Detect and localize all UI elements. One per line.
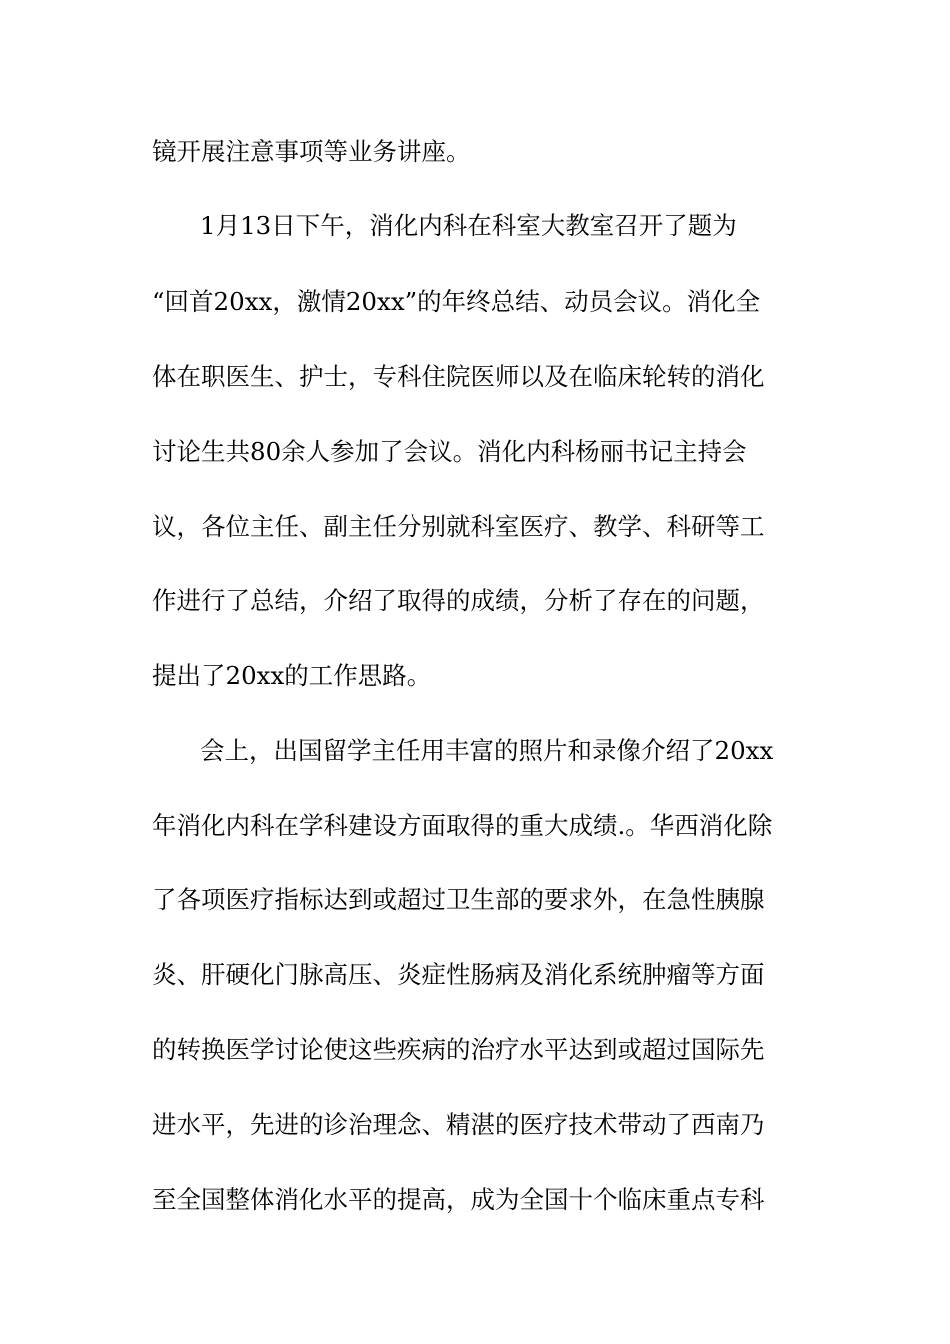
- paragraph-line: 讨论生共80余人参加了会议。消化内科杨丽书记主持会: [152, 437, 747, 466]
- paragraph-line: 镜开展注意事项等业务讲座。: [152, 137, 471, 166]
- paragraph-line: 提出了20xx的工作思路。: [152, 661, 432, 690]
- paragraph-line: 体在职医生、护士，专科住院医师以及在临床轮转的消化: [152, 362, 765, 391]
- paragraph-line: 年消化内科在学科建设方面取得的重大成绩.。华西消化除: [152, 811, 773, 840]
- paragraph-line: 1月13日下午，消化内科在科室大教室召开了题为: [200, 211, 737, 240]
- paragraph-line: 炎、肝硬化门脉高压、炎症性肠病及消化系统肿瘤等方面: [152, 960, 765, 989]
- paragraph-line: “回首20xx，激情20xx”的年终总结、动员会议。消化全: [152, 287, 761, 316]
- paragraph-line: 进水平，先进的诊治理念、精湛的医疗技术带动了西南乃: [152, 1110, 765, 1139]
- paragraph-line: 议，各位主任、副主任分别就科室医疗、教学、科研等工: [152, 512, 765, 541]
- paragraph-line: 的转换医学讨论使这些疾病的治疗水平达到或超过国际先: [152, 1035, 765, 1064]
- paragraph-line: 作进行了总结，介绍了取得的成绩，分析了存在的问题，: [152, 586, 765, 615]
- paragraph-line: 至全国整体消化水平的提高，成为全国十个临床重点专科: [152, 1185, 765, 1214]
- paragraph-line: 会上，出国留学主任用丰富的照片和录像介绍了20xx: [200, 736, 774, 765]
- paragraph-line: 了各项医疗指标达到或超过卫生部的要求外，在急性胰腺: [152, 885, 765, 914]
